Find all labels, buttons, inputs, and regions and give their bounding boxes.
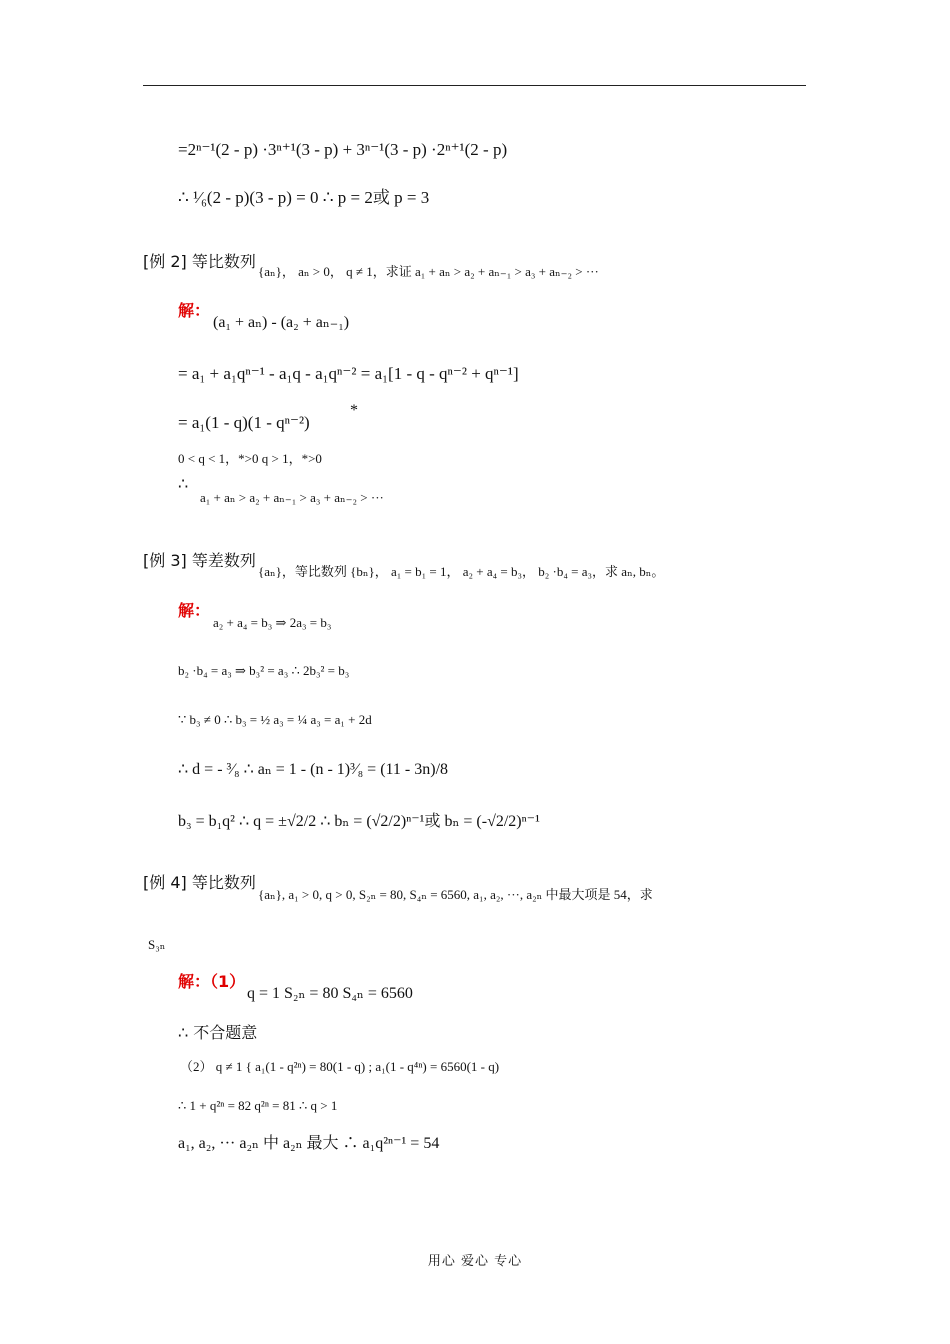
equation-line: = a₁(1 - q)(1 - qⁿ⁻²) [178, 413, 310, 432]
solution-label: 解： [178, 301, 211, 320]
equation-line: a₂ + a₄ = b₃ ⇒ 2a₃ = b₃ [213, 615, 332, 630]
equation-line: q = 1 S₂ₙ = 80 S₄ₙ = 6560 [247, 985, 413, 1002]
equation-line: ∴ 1 + q²ⁿ = 82 q²ⁿ = 81 ∴ q > 1 [178, 1098, 338, 1113]
equation-line: ∴ ¹⁄₆(2 - p)(3 - p) = 0 ∴ p = 2或 p = 3 [178, 188, 430, 207]
example-3-condition: {aₙ}，等比数列 {bₙ}， a₁ = b₁ = 1， a₂ + a₄ = b₃， b₂ ·b₄ = a₃，求 aₙ, bₙ。 [258, 564, 665, 579]
equation-line: =2ⁿ⁻¹(2 - p) ·3ⁿ⁺¹(3 - p) + 3ⁿ⁻¹(3 - p) ·2ⁿ⁺¹(2 - p) [178, 140, 508, 159]
therefore-symbol: ∴ [178, 476, 189, 493]
equation-line: b₃ = b₁q² ∴ q = ±√2/2 ∴ bₙ = (√2/2)ⁿ⁻¹或 bₙ = (-√2/2)ⁿ⁻¹ [178, 813, 540, 830]
equation-line: S₃ₙ [148, 937, 166, 952]
equation-line: ∴ 不合题意 [178, 1023, 258, 1042]
equation-line: a₁, a₂, ··· a₂ₙ 中 a₂ₙ 最大 ∴ a₁q²ⁿ⁻¹ = 54 [178, 1135, 440, 1152]
equation-line: ∵ b₃ ≠ 0 ∴ b₃ = ½ a₃ = ¼ a₃ = a₁ + 2d [178, 712, 372, 727]
example-4-condition: {aₙ}, a₁ > 0, q > 0, S₂ₙ = 80, S₄ₙ = 6560, a₁, a₂, ···, a₂ₙ 中最大项是 54，求 [258, 887, 653, 902]
equation-line: ∴ d = - ³⁄₈ ∴ aₙ = 1 - (n - 1)³⁄₈ = (11 - 3n)/8 [178, 761, 449, 778]
example-2-condition: {aₙ}， aₙ > 0， q ≠ 1，求证 a₁ + aₙ > a₂ + aₙ₋₁ > a₃ + aₙ₋₂ > ··· [258, 264, 599, 279]
example-4-title: [例 4] 等比数列 [143, 873, 256, 892]
equation-line: b₂ ·b₄ = a₃ ⇒ b₃² = a₃ ∴ 2b₃² = b₃ [178, 663, 350, 678]
example-2-title: [例 2] 等比数列 [143, 252, 256, 271]
equation-line: 0 < q < 1，*>0 q > 1，*>0 [178, 451, 322, 466]
star-mark: * [350, 402, 358, 419]
page-footer: 用心 爱心 专心 [427, 1254, 523, 1269]
solution-label: 解： [178, 601, 211, 620]
equation-line: = a₁ + a₁qⁿ⁻¹ - a₁q - a₁qⁿ⁻² = a₁[1 - q - qⁿ⁻² + qⁿ⁻¹] [178, 364, 519, 383]
equation-line: （2） q ≠ 1 { a₁(1 - q²ⁿ) = 80(1 - q) ; a₁(1 - q⁴ⁿ) = 6560(1 - q) [180, 1059, 500, 1074]
example-3-title: [例 3] 等差数列 [143, 551, 256, 570]
equation-line: (a₁ + aₙ) - (a₂ + aₙ₋₁) [213, 314, 350, 331]
equation-line: a₁ + aₙ > a₂ + aₙ₋₁ > a₃ + aₙ₋₂ > ··· [200, 490, 384, 505]
solution-label: 解：（1） [178, 972, 246, 991]
header-rule [143, 85, 806, 86]
